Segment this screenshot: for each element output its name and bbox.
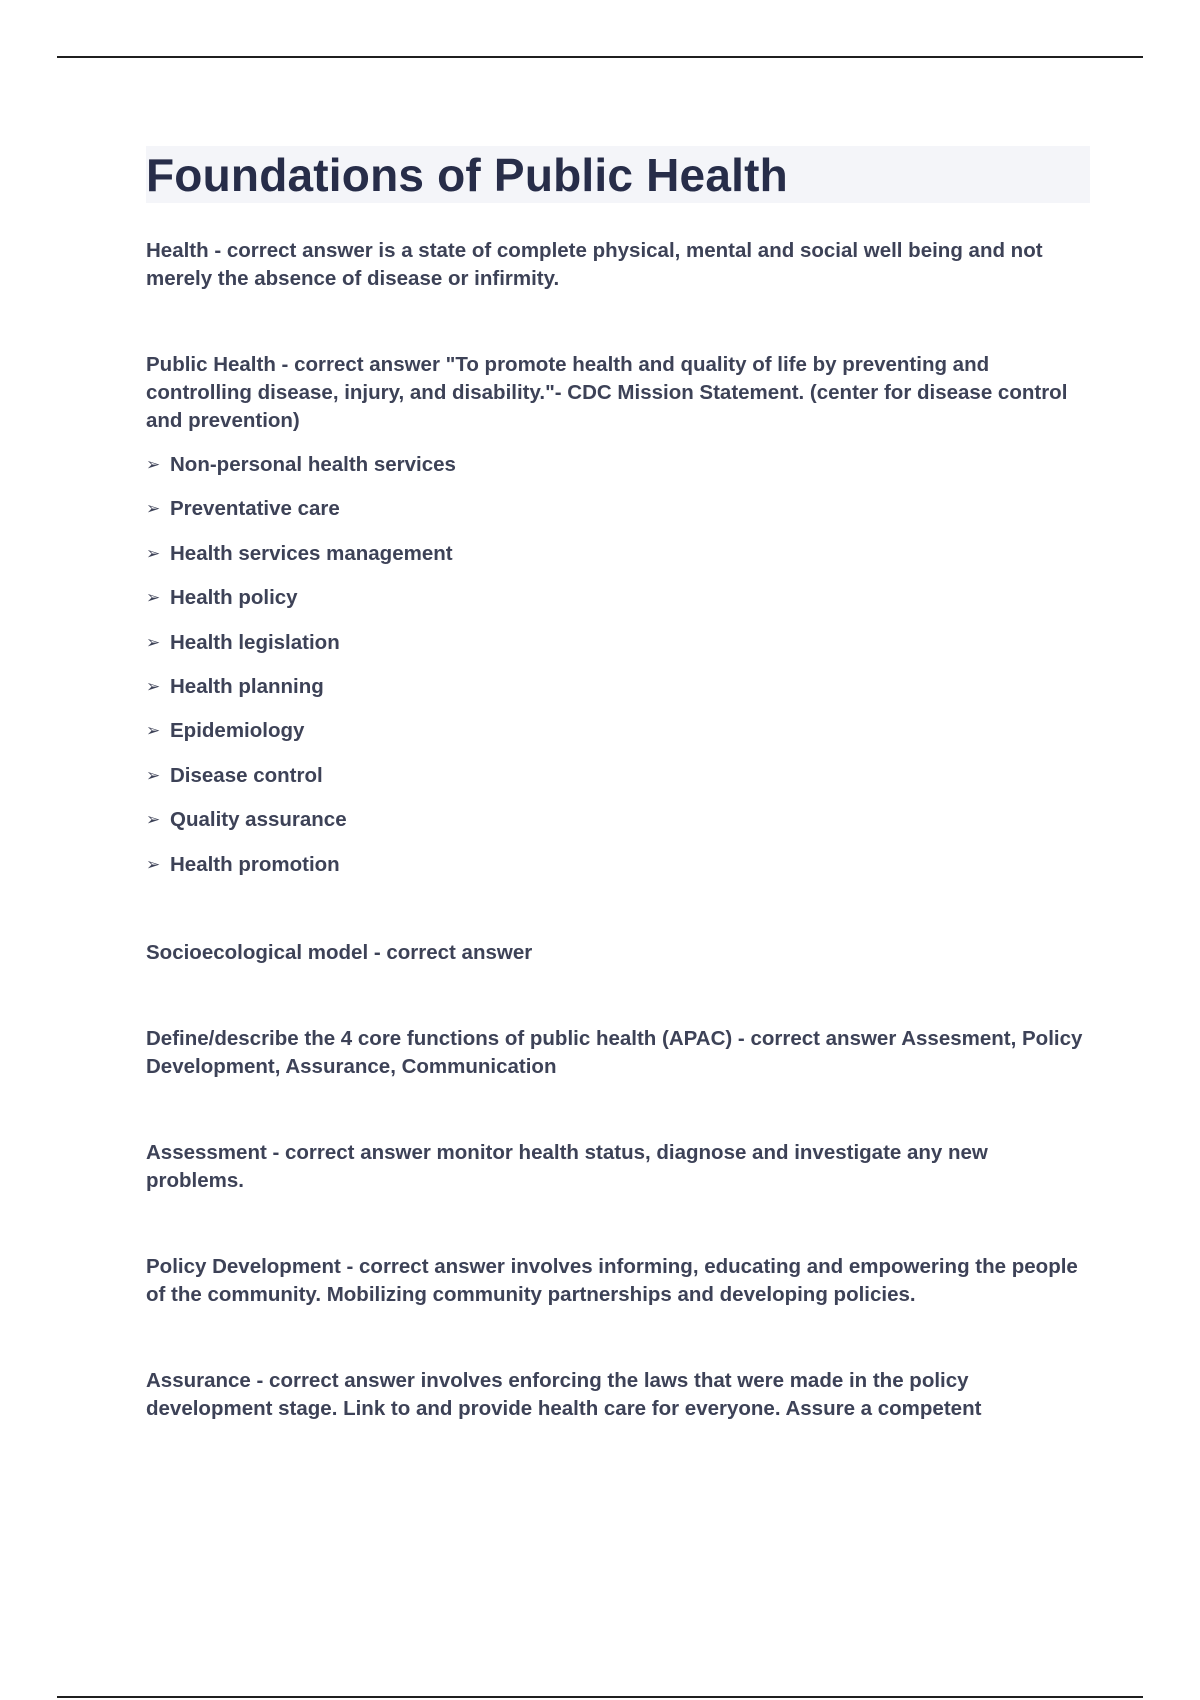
document-body — [146, 146, 1090, 1423]
list-item: ➢ Health policy — [146, 584, 1090, 628]
arrow-bullet-icon: ➢ — [146, 499, 161, 519]
arrow-bullet-icon: ➢ — [146, 588, 161, 608]
title-band — [146, 146, 1090, 203]
list-item: ➢ Disease control — [146, 762, 1090, 806]
entry-socioecological-model: Socioecological model - correct answer — [146, 940, 533, 964]
arrow-bullet-icon: ➢ — [146, 810, 161, 830]
bottom-rule — [57, 1696, 1143, 1698]
arrow-bullet-icon: ➢ — [146, 543, 161, 563]
list-item: ➢ Health planning — [146, 673, 1090, 717]
entry-health: Health - correct answer is a state of complete physical, mental and social well being and not merely the absence of disease or infirmity. — [146, 239, 1043, 290]
list-item: ➢ Health legislation — [146, 629, 1090, 673]
list-item: ➢ Health services management — [146, 540, 1090, 584]
arrow-bullet-icon: ➢ — [146, 765, 161, 785]
entry-assurance: Assurance - correct answer involves enforcing the laws that were made in the policy development stage. Link to and provide health care for everyone. Assure a competent — [146, 1368, 982, 1420]
arrow-bullet-icon: ➢ — [146, 854, 161, 874]
top-rule — [57, 56, 1143, 58]
entry-core-functions: Define/describe the 4 core functions of public health (APAC) - correct answer Assesment, Policy Development, Assurance, Communication — [146, 1026, 1083, 1078]
page-title: Foundations of Public Health — [146, 148, 788, 201]
list-item: ➢ Quality assurance — [146, 806, 1090, 850]
public-health-list — [146, 451, 1090, 895]
entry-assessment: Assessment - correct answer monitor health status, diagnose and investigate any new problems. — [146, 1140, 988, 1192]
list-item: ➢ Epidemiology — [146, 717, 1090, 761]
list-item: ➢ Preventative care — [146, 495, 1090, 539]
arrow-bullet-icon: ➢ — [146, 632, 161, 652]
entry-public-health: Public Health - correct answer "To promote health and quality of life by preventing and controlling disease, injury, and disability."- CDC Mission Statement. (center for disease control and prevention) — [146, 353, 1068, 432]
entry-policy-development: Policy Development - correct answer involves informing, educating and empowering the people of the community. Mobilizing community partnerships and developing policies. — [146, 1254, 1078, 1306]
list-item: ➢ Non-personal health services — [146, 451, 1090, 495]
arrow-bullet-icon: ➢ — [146, 721, 161, 741]
arrow-bullet-icon: ➢ — [146, 676, 161, 696]
list-item: ➢ Health promotion — [146, 851, 1090, 895]
arrow-bullet-icon: ➢ — [146, 455, 161, 474]
